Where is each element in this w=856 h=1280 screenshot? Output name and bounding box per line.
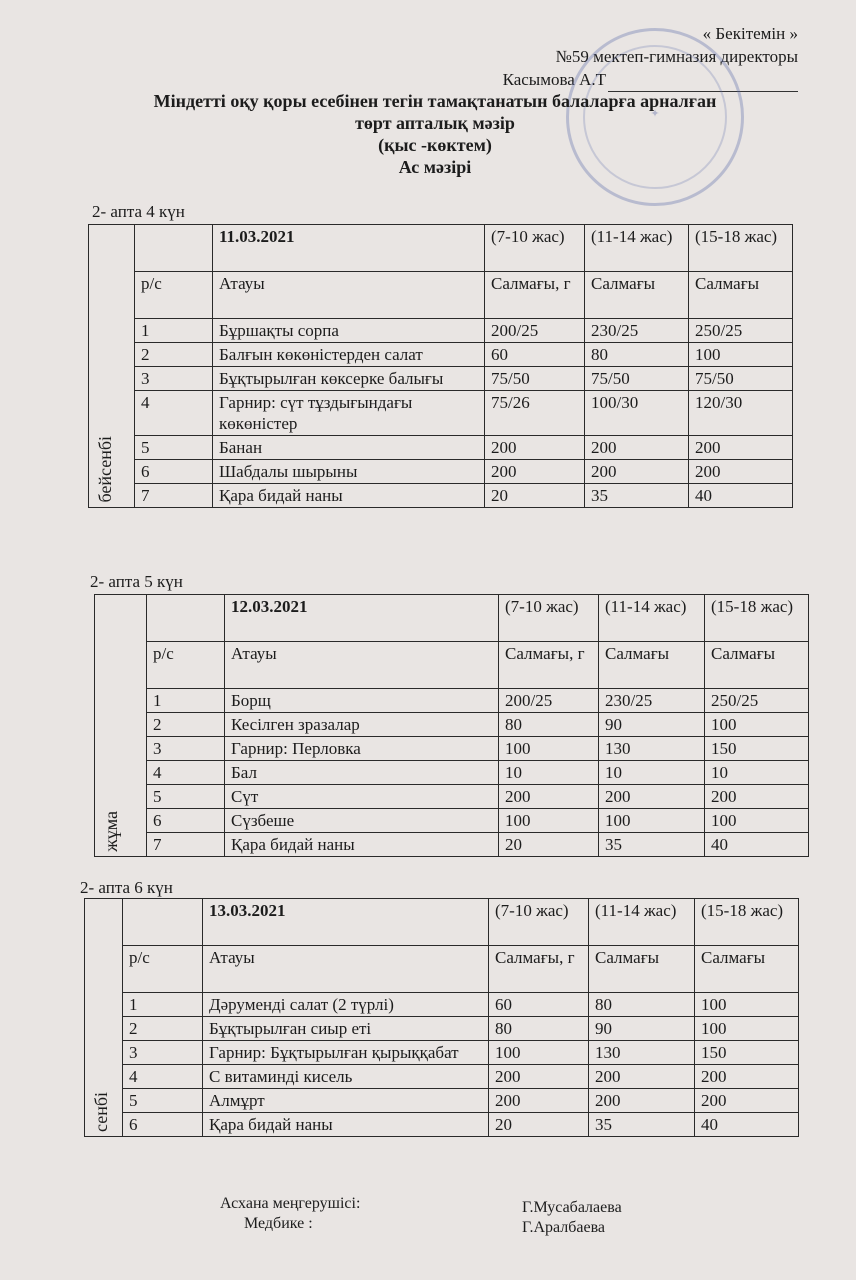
table-row <box>95 809 809 833</box>
dish-name: Дәруменді салат (2 түрлі) <box>203 993 489 1017</box>
footer-name-kitchen: Г.Мусабалаева <box>522 1199 622 1216</box>
row-num: 1 <box>147 689 225 713</box>
table-row <box>85 1041 799 1065</box>
weight-cell: 100 <box>695 1017 799 1041</box>
col-header-weight: Салмағы <box>695 946 799 993</box>
weight-cell: 10 <box>705 761 809 785</box>
dish-name: Гарнир: Перловка <box>225 737 499 761</box>
age-group-cell: (15-18 жас) <box>695 899 799 946</box>
menu-table <box>94 594 809 857</box>
table-row <box>95 761 809 785</box>
weight-cell: 200 <box>489 1089 589 1113</box>
week-label: 2- апта 4 күн <box>92 202 185 221</box>
col-header-weight: Салмағы <box>689 272 793 319</box>
heading-line-3: (қыс -көктем) <box>378 135 492 155</box>
table-row <box>95 737 809 761</box>
weight-cell: 200 <box>695 1065 799 1089</box>
day-cell <box>95 595 147 857</box>
row-num: 4 <box>147 761 225 785</box>
table-row <box>95 785 809 809</box>
column-header-row <box>95 642 809 689</box>
day-cell <box>89 225 135 508</box>
weight-cell: 100 <box>695 993 799 1017</box>
weight-cell: 200 <box>485 460 585 484</box>
dish-name: Бұқтырылған көксерке балығы <box>213 367 485 391</box>
age-group-cell: (11-14 жас) <box>589 899 695 946</box>
weight-cell: 80 <box>489 1017 589 1041</box>
weight-cell: 200 <box>489 1065 589 1089</box>
weight-cell: 75/50 <box>689 367 793 391</box>
weight-cell: 100 <box>499 737 599 761</box>
week-label: 2- апта 6 күн <box>80 878 173 897</box>
row-num: 2 <box>147 713 225 737</box>
weight-cell: 200 <box>689 436 793 460</box>
dish-name: Бұқтырылған сиыр еті <box>203 1017 489 1041</box>
weight-cell: 200 <box>485 436 585 460</box>
date-cell: 11.03.2021 <box>213 225 485 272</box>
col-header-num: р/с <box>147 642 225 689</box>
col-header-weight: Салмағы <box>589 946 695 993</box>
table-row <box>89 484 793 508</box>
weight-cell: 100 <box>705 809 809 833</box>
dish-name: Шабдалы шырыны <box>213 460 485 484</box>
weight-cell: 75/50 <box>585 367 689 391</box>
row-num: 1 <box>123 993 203 1017</box>
table-header-row <box>95 595 809 642</box>
age-group-cell: (15-18 жас) <box>689 225 793 272</box>
weight-cell: 80 <box>585 343 689 367</box>
col-header-weight: Салмағы <box>705 642 809 689</box>
heading-line-4: Ас мәзірі <box>398 157 472 177</box>
table-row <box>85 1017 799 1041</box>
weight-cell: 150 <box>705 737 809 761</box>
footer-role-kitchen: Асхана меңгерушісі: <box>220 1195 361 1212</box>
table-row <box>85 1089 799 1113</box>
menu-table-body <box>95 595 809 857</box>
weight-cell: 75/26 <box>485 391 585 436</box>
weight-cell: 10 <box>599 761 705 785</box>
age-group-cell: (7-10 жас) <box>485 225 585 272</box>
table-row <box>89 436 793 460</box>
age-group-cell: (11-14 жас) <box>599 595 705 642</box>
weight-cell: 200 <box>705 785 809 809</box>
weight-cell: 35 <box>599 833 705 857</box>
col-header-name: Атауы <box>225 642 499 689</box>
row-num: 5 <box>135 436 213 460</box>
row-num: 5 <box>147 785 225 809</box>
weight-cell: 100 <box>499 809 599 833</box>
weight-cell: 200/25 <box>485 319 585 343</box>
dish-name: Қара бидай наны <box>203 1113 489 1137</box>
row-num: 7 <box>147 833 225 857</box>
weight-cell: 250/25 <box>705 689 809 713</box>
age-group-cell: (7-10 жас) <box>489 899 589 946</box>
dish-name: Балғын көкөністерден салат <box>213 343 485 367</box>
table-row <box>85 993 799 1017</box>
row-num: 5 <box>123 1089 203 1113</box>
weight-cell: 250/25 <box>689 319 793 343</box>
row-num: 4 <box>123 1065 203 1089</box>
row-num: 7 <box>135 484 213 508</box>
dish-name: Алмұрт <box>203 1089 489 1113</box>
weight-cell: 20 <box>499 833 599 857</box>
weight-cell: 20 <box>485 484 585 508</box>
weight-cell: 75/50 <box>485 367 585 391</box>
weight-cell: 80 <box>499 713 599 737</box>
col-header-weight: Салмағы, г <box>489 946 589 993</box>
blank-cell <box>135 225 213 272</box>
weight-cell: 200 <box>589 1089 695 1113</box>
weight-cell: 100/30 <box>585 391 689 436</box>
weight-cell: 100 <box>705 713 809 737</box>
document-heading <box>90 90 780 178</box>
col-header-name: Атауы <box>213 272 485 319</box>
weight-cell: 60 <box>485 343 585 367</box>
footer-role-nurse: Медбике : <box>244 1215 313 1232</box>
dish-name: Қара бидай наны <box>213 484 485 508</box>
row-num: 1 <box>135 319 213 343</box>
table-header-row <box>89 225 793 272</box>
column-header-row <box>85 946 799 993</box>
weight-cell: 100 <box>599 809 705 833</box>
dish-name: Гарнир: сүт тұздығындағы көкөністер <box>213 391 485 436</box>
age-group-cell: (7-10 жас) <box>499 595 599 642</box>
weight-cell: 20 <box>489 1113 589 1137</box>
dish-name: С витаминді кисель <box>203 1065 489 1089</box>
col-header-weight: Салмағы <box>599 642 705 689</box>
weight-cell: 200 <box>695 1089 799 1113</box>
blank-cell <box>123 899 203 946</box>
dish-name: Сүзбеше <box>225 809 499 833</box>
weight-cell: 230/25 <box>599 689 705 713</box>
weight-cell: 35 <box>585 484 689 508</box>
col-header-num: р/с <box>123 946 203 993</box>
approval-title: « Бекітемін » <box>702 24 798 43</box>
blank-cell <box>147 595 225 642</box>
row-num: 3 <box>123 1041 203 1065</box>
weight-cell: 35 <box>589 1113 695 1137</box>
table-row <box>89 460 793 484</box>
row-num: 6 <box>123 1113 203 1137</box>
table-header-row <box>85 899 799 946</box>
table-row <box>95 833 809 857</box>
weight-cell: 200 <box>499 785 599 809</box>
dish-name: Кесілген зразалар <box>225 713 499 737</box>
menu-table-body <box>89 225 793 508</box>
weight-cell: 200 <box>589 1065 695 1089</box>
row-num: 3 <box>135 367 213 391</box>
week-label: 2- апта 5 күн <box>90 572 183 591</box>
weight-cell: 40 <box>689 484 793 508</box>
weight-cell: 230/25 <box>585 319 689 343</box>
seal-emblem-icon: ✦ <box>650 108 660 120</box>
dish-name: Борщ <box>225 689 499 713</box>
weight-cell: 200 <box>689 460 793 484</box>
approval-director-name: Касымова А.Т <box>502 70 606 89</box>
weight-cell: 40 <box>705 833 809 857</box>
footer-names <box>522 1198 622 1238</box>
column-header-row <box>89 272 793 319</box>
row-num: 4 <box>135 391 213 436</box>
weight-cell: 10 <box>499 761 599 785</box>
date-cell: 12.03.2021 <box>225 595 499 642</box>
footer-name-nurse: Г.Аралбаева <box>522 1219 606 1236</box>
dish-name: Сүт <box>225 785 499 809</box>
table-row <box>89 367 793 391</box>
heading-line-1: Міндетті оқу қоры есебінен тегін тамақтанатын балаларға арналған <box>153 91 717 111</box>
weight-cell: 200 <box>585 460 689 484</box>
day-name: сенбі <box>91 1092 111 1132</box>
weight-cell: 80 <box>589 993 695 1017</box>
weight-cell: 200 <box>585 436 689 460</box>
col-header-name: Атауы <box>203 946 489 993</box>
dish-name: Бұршақты сорпа <box>213 319 485 343</box>
age-group-cell: (11-14 жас) <box>585 225 689 272</box>
dish-name: Қара бидай наны <box>225 833 499 857</box>
weight-cell: 130 <box>599 737 705 761</box>
dish-name: Банан <box>213 436 485 460</box>
day-cell <box>85 899 123 1137</box>
dish-name: Бал <box>225 761 499 785</box>
date-cell: 13.03.2021 <box>203 899 489 946</box>
table-row <box>89 343 793 367</box>
age-group-cell: (15-18 жас) <box>705 595 809 642</box>
row-num: 2 <box>123 1017 203 1041</box>
table-row <box>95 713 809 737</box>
weight-cell: 120/30 <box>689 391 793 436</box>
weight-cell: 150 <box>695 1041 799 1065</box>
table-row <box>95 689 809 713</box>
approval-school: №59 мектеп-гимназия директоры <box>555 47 798 66</box>
table-row <box>89 391 793 436</box>
weight-cell: 100 <box>689 343 793 367</box>
weight-cell: 90 <box>589 1017 695 1041</box>
footer-roles <box>220 1194 360 1234</box>
row-num: 3 <box>147 737 225 761</box>
col-header-weight: Салмағы <box>585 272 689 319</box>
menu-table <box>88 224 793 508</box>
weight-cell: 90 <box>599 713 705 737</box>
weight-cell: 40 <box>695 1113 799 1137</box>
day-name: жұма <box>101 811 121 852</box>
day-name: бейсенбі <box>95 436 115 503</box>
table-row <box>85 1113 799 1137</box>
col-header-weight: Салмағы, г <box>499 642 599 689</box>
table-row <box>85 1065 799 1089</box>
row-num: 2 <box>135 343 213 367</box>
col-header-num: р/с <box>135 272 213 319</box>
weight-cell: 200/25 <box>499 689 599 713</box>
menu-table <box>84 898 799 1137</box>
menu-table-body <box>85 899 799 1137</box>
col-header-weight: Салмағы, г <box>485 272 585 319</box>
table-row <box>89 319 793 343</box>
heading-line-2: төрт апталық мәзір <box>355 113 515 133</box>
row-num: 6 <box>135 460 213 484</box>
weight-cell: 130 <box>589 1041 695 1065</box>
weight-cell: 60 <box>489 993 589 1017</box>
row-num: 6 <box>147 809 225 833</box>
weight-cell: 200 <box>599 785 705 809</box>
weight-cell: 100 <box>489 1041 589 1065</box>
dish-name: Гарнир: Бұқтырылған қырыққабат <box>203 1041 489 1065</box>
